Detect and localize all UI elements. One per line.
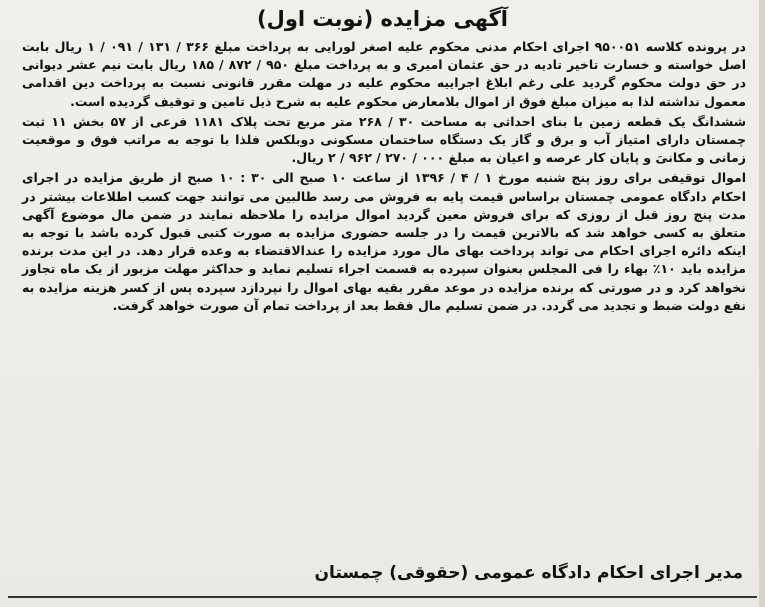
paragraph-property: ششدانگ یک قطعه زمین با بنای احداثی به مساحت ۳۰ / ۲۶۸ متر مربع تحت پلاک ۱۱۸۱ فرعی از ۵۷ بخش ۱۱ ثبت چمستان دارای امتیاز آب و برق و گاز یک دستگاه ساختمان مسکونی دوبلکس فلذا با توجه به مراتب فوق و موقعیت زمانی و مکانیَ و پایان کار عرصه و اعیان به مبلغ ۰۰۰ / ۲۷۰ / ۹۶۲ / ۲ ریال. (22, 113, 747, 166)
bottom-divider (8, 596, 757, 598)
paragraph-auction-terms: اموال توقیفی برای روز پنج شنبه مورخ ۱ / ۴ / ۱۳۹۶ از ساعت ۱۰ صبح الی ۳۰ : ۱۰ صبح از طریق مزایده در اجرای احکام دادگاه عمومی چمستان براساس قیمت پایه به فروش می رسد طالبین می توانند جهت کسب اطلاعات بیشتر در مدت پنج روز قبل از روزی که برای فروش معین گردید اموال مزایده را ملاحظه نمایند در ضمن مال موضوع آگهی متعلق به کسی خواهد شد که بالاترین قیمت را در جلسه حضوری مزایده به صورت کتبی قبول کرده باشد با توجه به اینکه دائره اجرای احکام می تواند پرداخت بهای مال مورد مزایده را عندالاقتضاء به وعده قرار دهد. در این مدت برنده مزایده باید ۱۰٪ بهاء را فی المجلس بعنوان سپرده به قسمت اجراء تسلیم نماید و حداکثر مهلت مزبور از یک ماه تجاوز نخواهد کرد و در صورتی که برنده مزایده در موعد مقرر بقیه بهای اموال را نپردازد سپرده پس از کسر هزینه مزایده به نفع دولت ضبط و تجدید می گردد. در ضمن تسلیم مال فقط بعد از پرداخت تمام آن صورت خواهد گرفت. (22, 170, 747, 313)
notice-signature: مدیر اجرای احکام دادگاه عمومی (حقوقی) چمستان (314, 563, 743, 583)
page-edge (759, 0, 765, 607)
notice-body (22, 38, 746, 317)
paragraph-debt: در پرونده کلاسه ۹۵۰۰۵۱ اجرای احکام مدنی محکوم علیه اصغر لورایی به پرداخت مبلغ ۳۶۶ / ۱۳۱ / ۰۹۱ / ۱ ریال بابت اصل خواسته و خسارت تاخیر تادیه در حق عثمان امیری و به پرداخت مبلغ ۹۵۰ / ۸۷۲ / ۱۸۵ ریال بابت نیم عشر دیوانی در حق دولت محکوم گردید علی رغم ابلاغ اجراییه محکوم علیه در مهلت مقرر قانونی نسبت به پرداخت دین اقدامی معمول نداشته لذا به میزان مبلغ فوق از اموال بلامعارض محکوم علیه به شرح ذیل تامین و توقیف گردیده است. (22, 39, 746, 109)
notice-title: آگهی مزایده (نوبت اول) (257, 7, 508, 31)
